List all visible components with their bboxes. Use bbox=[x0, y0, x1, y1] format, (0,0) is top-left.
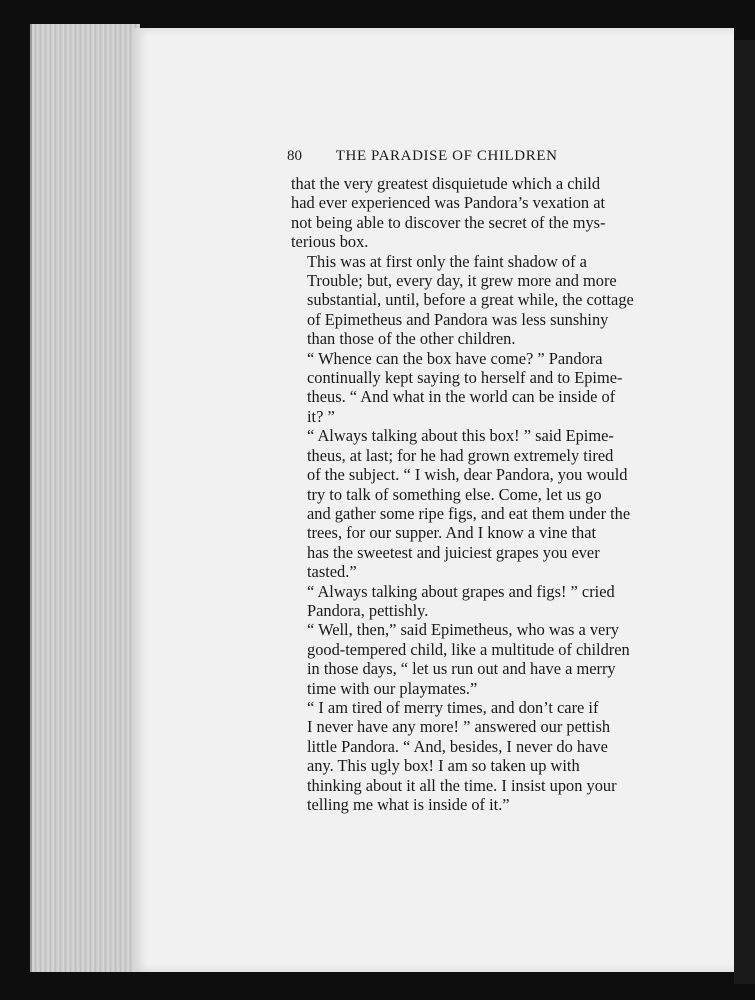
text-line: Trouble; but, every day, it grew more and more bbox=[307, 271, 617, 291]
paragraph bbox=[291, 174, 657, 252]
text-line: “ Well, then,” said Epimetheus, who was a very bbox=[307, 620, 619, 640]
text-line: terious box. bbox=[291, 232, 369, 252]
page-right-edge bbox=[734, 40, 755, 984]
text-line: This was at first only the faint shadow of a bbox=[307, 251, 587, 271]
body-text bbox=[291, 174, 657, 814]
text-line: “ Always talking about grapes and figs! ” cried bbox=[307, 581, 615, 601]
text-line: tasted.” bbox=[307, 562, 357, 582]
text-line: substantial, until, before a great while, the cottage bbox=[307, 290, 634, 310]
text-line: good-tempered child, like a multitude of children bbox=[307, 639, 630, 659]
text-line: theus, at last; for he had grown extremely tired bbox=[307, 445, 614, 465]
text-line: try to talk of something else. Come, let us go bbox=[307, 484, 602, 504]
paragraph bbox=[291, 582, 657, 621]
paragraph bbox=[291, 620, 657, 698]
text-line: Pandora, pettishly. bbox=[307, 600, 429, 620]
text-line: “ I am tired of merry times, and don’t care if bbox=[307, 697, 599, 717]
text-line: “ Whence can the box have come? ” Pandora bbox=[307, 348, 603, 368]
text-line: thinking about it all the time. I insist upon your bbox=[307, 775, 617, 795]
running-header bbox=[287, 148, 657, 165]
paragraph bbox=[291, 349, 657, 427]
text-line: in those days, “ let us run out and have a merry bbox=[307, 659, 616, 679]
page-stack-edge bbox=[30, 24, 140, 972]
text-line: any. This ugly box! I am so taken up with bbox=[307, 756, 580, 776]
text-line: little Pandora. “ And, besides, I never do have bbox=[307, 736, 608, 756]
text-line: of the subject. “ I wish, dear Pandora, you would bbox=[307, 465, 628, 485]
text-line: trees, for our supper. And I know a vine that bbox=[307, 523, 597, 543]
text-line: and gather some ripe figs, and eat them under the bbox=[307, 503, 631, 523]
text-line: continually kept saying to herself and to Epime- bbox=[307, 368, 623, 388]
text-line: “ Always talking about this box! ” said Epime- bbox=[307, 426, 614, 446]
paragraph bbox=[291, 252, 657, 349]
paragraph bbox=[291, 698, 657, 814]
text-line: I never have any more! ” answered our pettish bbox=[307, 717, 611, 737]
running-title: THE PARADISE OF CHILDREN bbox=[335, 148, 558, 164]
text-line: time with our playmates.” bbox=[307, 678, 478, 698]
text-line: of Epimetheus and Pandora was less sunshiny bbox=[307, 309, 609, 329]
text-line: theus. “ And what in the world can be inside of bbox=[307, 387, 616, 407]
text-line: telling me what is inside of it.” bbox=[307, 795, 510, 814]
text-line: than those of the other children. bbox=[307, 329, 516, 349]
paragraph bbox=[291, 426, 657, 581]
text-line: has the sweetest and juiciest grapes you ever bbox=[307, 542, 600, 562]
page-number: 80 bbox=[287, 148, 302, 164]
text-line: not being able to discover the secret of the mys- bbox=[291, 212, 606, 232]
text-line: had ever experienced was Pandora’s vexation at bbox=[291, 193, 606, 213]
text-line: it? ” bbox=[307, 406, 335, 426]
text-line: that the very greatest disquietude which a child bbox=[291, 174, 601, 193]
